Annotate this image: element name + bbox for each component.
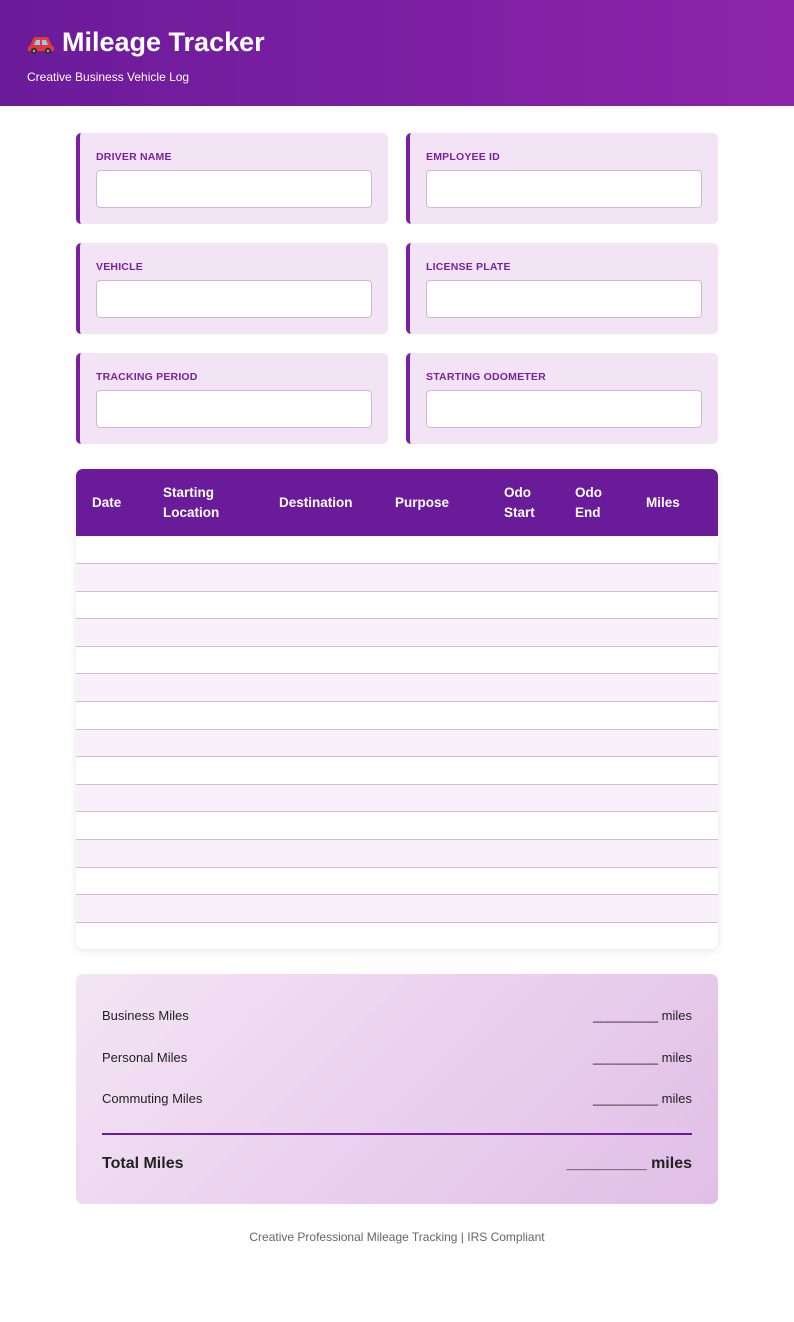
table-cell[interactable] [263, 646, 379, 674]
table-cell[interactable] [559, 646, 630, 674]
license-plate-input[interactable] [426, 280, 702, 318]
table-row [76, 812, 718, 840]
table-cell[interactable] [488, 757, 559, 785]
table-cell[interactable] [147, 674, 263, 702]
col-header-odo-start: Odo Start [504, 484, 535, 520]
summary-label: Business Miles [102, 1008, 189, 1023]
table-row [76, 674, 718, 702]
summary-label: Personal Miles [102, 1049, 188, 1065]
summary-value: _________ miles [592, 1008, 692, 1023]
table-cell[interactable] [559, 867, 630, 895]
table-cell[interactable] [263, 619, 379, 647]
table-cell[interactable] [488, 591, 559, 619]
table-cell[interactable] [630, 840, 718, 868]
table-cell[interactable] [488, 812, 559, 840]
col-header-purpose: Purpose [395, 494, 450, 510]
page-footer: Creative Professional Mileage Tracking | IRS Compliant [249, 1230, 545, 1244]
table-cell[interactable] [263, 757, 379, 785]
col-header-destination: Destination [279, 494, 353, 510]
table-cell[interactable] [630, 674, 718, 702]
field-tracking-period [76, 353, 388, 444]
table-row [76, 646, 718, 674]
table-cell[interactable] [559, 812, 630, 840]
table-cell[interactable] [147, 591, 263, 619]
table-cell[interactable] [630, 757, 718, 785]
summary-value: _________ miles [592, 1049, 692, 1065]
table-cell[interactable] [263, 702, 379, 730]
table-cell[interactable] [263, 812, 379, 840]
table-row [76, 729, 718, 757]
col-header-odo-end: Odo End [575, 484, 602, 520]
table-cell[interactable] [488, 702, 559, 730]
table-cell[interactable] [379, 729, 488, 757]
table-cell[interactable] [379, 867, 488, 895]
table-cell[interactable] [76, 729, 147, 757]
table-row [76, 536, 718, 564]
field-starting-odometer [406, 353, 718, 444]
table-cell[interactable] [488, 646, 559, 674]
table-cell[interactable] [147, 840, 263, 868]
vehicle-input[interactable] [96, 280, 372, 318]
table-cell[interactable] [559, 674, 630, 702]
table-cell[interactable] [559, 784, 630, 812]
field-label: EMPLOYEE ID [426, 151, 500, 163]
table-cell[interactable] [263, 536, 379, 564]
table-cell[interactable] [630, 564, 718, 592]
employee-id-input[interactable] [426, 170, 702, 208]
col-header-starting-location: Starting Location [163, 484, 220, 520]
car-icon [27, 31, 55, 53]
table-cell[interactable] [488, 619, 559, 647]
table-cell[interactable] [379, 784, 488, 812]
summary-row-business [102, 1008, 692, 1050]
table-cell[interactable] [147, 646, 263, 674]
table-cell[interactable] [76, 646, 147, 674]
table-row [76, 840, 718, 868]
table-cell[interactable] [147, 729, 263, 757]
table-cell[interactable] [559, 840, 630, 868]
table-cell[interactable] [630, 536, 718, 564]
field-employee-id [406, 133, 718, 224]
driver-info-section [76, 133, 718, 444]
total-value: _________ miles [566, 1154, 692, 1172]
table-cell[interactable] [559, 757, 630, 785]
table-cell[interactable] [147, 564, 263, 592]
table-cell[interactable] [488, 536, 559, 564]
table-cell[interactable] [379, 564, 488, 592]
summary-row-personal [102, 1050, 692, 1092]
table-cell[interactable] [488, 564, 559, 592]
table-cell[interactable] [379, 895, 488, 923]
table-cell[interactable] [263, 729, 379, 757]
table-cell[interactable] [559, 564, 630, 592]
table-row [76, 702, 718, 730]
table-cell[interactable] [379, 646, 488, 674]
table-body [76, 536, 718, 949]
summary-label: Commuting Miles [102, 1091, 203, 1106]
table-cell[interactable] [630, 619, 718, 647]
table-cell[interactable] [379, 757, 488, 785]
mileage-log-table [76, 469, 718, 949]
field-label: VEHICLE [96, 261, 143, 273]
table-cell[interactable] [379, 591, 488, 619]
table-cell[interactable] [488, 922, 559, 949]
table-row [76, 867, 718, 895]
summary-divider [102, 1133, 692, 1135]
page-title [27, 26, 767, 58]
table-cell[interactable] [147, 867, 263, 895]
table-cell[interactable] [147, 702, 263, 730]
field-label: LICENSE PLATE [426, 261, 511, 273]
table-cell[interactable] [263, 895, 379, 923]
table-cell[interactable] [559, 536, 630, 564]
table-row [76, 757, 718, 785]
mileage-summary [76, 974, 718, 1204]
field-driver-name [76, 133, 388, 224]
driver-name-input[interactable] [96, 170, 372, 208]
field-label: STARTING ODOMETER [426, 371, 546, 383]
table-cell[interactable] [488, 895, 559, 923]
table-cell[interactable] [559, 895, 630, 923]
table-cell[interactable] [76, 840, 147, 868]
table-cell[interactable] [263, 840, 379, 868]
table-cell[interactable] [147, 536, 263, 564]
table-cell[interactable] [263, 922, 379, 949]
summary-row-commuting [102, 1091, 692, 1133]
page-header [0, 0, 794, 106]
table-cell[interactable] [147, 812, 263, 840]
table-cell[interactable] [379, 702, 488, 730]
table-cell[interactable] [379, 812, 488, 840]
table-cell[interactable] [76, 564, 147, 592]
table-cell[interactable] [630, 729, 718, 757]
table-cell[interactable] [630, 702, 718, 730]
table-row [76, 591, 718, 619]
table-cell[interactable] [559, 922, 630, 949]
table-cell[interactable] [379, 922, 488, 949]
table-cell[interactable] [76, 757, 147, 785]
table-cell[interactable] [630, 591, 718, 619]
table-cell[interactable] [488, 784, 559, 812]
table-cell[interactable] [76, 536, 147, 564]
starting-odometer-input[interactable] [426, 390, 702, 428]
table-cell[interactable] [630, 922, 718, 949]
table-row [76, 619, 718, 647]
table-cell[interactable] [147, 922, 263, 949]
page-subtitle: Creative Business Vehicle Log [27, 70, 190, 84]
table-cell[interactable] [630, 646, 718, 674]
table-cell[interactable] [630, 895, 718, 923]
col-header-miles: Miles [646, 494, 680, 510]
total-label: Total Miles [102, 1154, 184, 1172]
table-cell[interactable] [263, 674, 379, 702]
table-cell[interactable] [488, 674, 559, 702]
table-cell[interactable] [76, 591, 147, 619]
table-cell[interactable] [379, 840, 488, 868]
table-cell[interactable] [147, 757, 263, 785]
table-cell[interactable] [263, 784, 379, 812]
table-cell[interactable] [488, 729, 559, 757]
table-row [76, 564, 718, 592]
table-cell[interactable] [379, 619, 488, 647]
table-header-row [76, 469, 718, 536]
table-row [76, 922, 718, 949]
table-cell[interactable] [147, 619, 263, 647]
table-cell[interactable] [630, 867, 718, 895]
table-cell[interactable] [559, 619, 630, 647]
table-cell[interactable] [76, 922, 147, 949]
table-cell[interactable] [76, 784, 147, 812]
table-cell[interactable] [488, 840, 559, 868]
table-cell[interactable] [263, 867, 379, 895]
table-cell[interactable] [379, 536, 488, 564]
field-label: TRACKING PERIOD [96, 371, 198, 383]
table-cell[interactable] [630, 812, 718, 840]
table-cell[interactable] [76, 674, 147, 702]
table-row [76, 784, 718, 812]
summary-value: _________ miles [592, 1091, 692, 1106]
table-cell[interactable] [263, 591, 379, 619]
table-cell[interactable] [76, 812, 147, 840]
table-cell[interactable] [147, 784, 263, 812]
table-cell[interactable] [76, 702, 147, 730]
table-cell[interactable] [147, 895, 263, 923]
table-cell[interactable] [559, 702, 630, 730]
table-cell[interactable] [559, 591, 630, 619]
table-cell[interactable] [488, 867, 559, 895]
table-cell[interactable] [76, 895, 147, 923]
table-cell[interactable] [630, 784, 718, 812]
col-header-date: Date [92, 494, 122, 510]
field-label: DRIVER NAME [96, 151, 172, 163]
table-cell[interactable] [559, 729, 630, 757]
field-vehicle [76, 243, 388, 334]
title-text: Mileage Tracker [62, 27, 265, 57]
tracking-period-input[interactable] [96, 390, 372, 428]
table-cell[interactable] [379, 674, 488, 702]
table-row [76, 895, 718, 923]
field-license-plate [406, 243, 718, 334]
table-cell[interactable] [263, 564, 379, 592]
table-cell[interactable] [76, 867, 147, 895]
table-cell[interactable] [76, 619, 147, 647]
summary-total-row [102, 1155, 692, 1173]
